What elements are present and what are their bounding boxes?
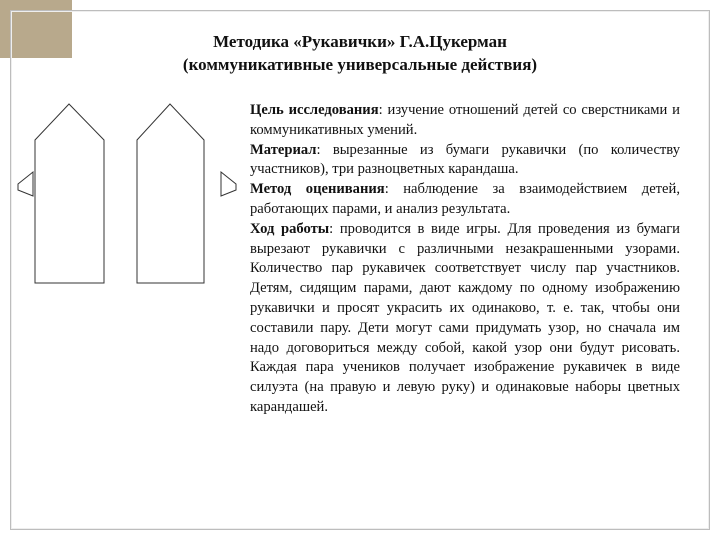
section-material-label: Материал [250,141,317,158]
section-material-text: : вырезанные из бумаги рукавички (по количеству участников), три разноцветных карандаша. [250,141,680,178]
section-goal [250,101,680,141]
right-mitten-thumb [221,172,236,196]
title-line-1: Методика «Рукавички» Г.А.Цукерман [213,32,507,51]
section-goal-text: : изучение отношений детей со сверстниками и коммуникативных умений. [250,102,680,138]
right-mitten-silhouette [137,104,204,283]
left-mitten-thumb [18,172,33,196]
title-line-2: (коммуникативные универсальные действия) [182,55,538,74]
left-mitten-silhouette [35,104,104,283]
section-procedure [250,220,680,418]
section-procedure-text: : проводится в виде игры. Для проведения из бумаги вырезают рукавички с различными незакрашенными узорами. Количество пар рукавичек соответствует числу пар участников. Детям, сидящим парами, дают каждому по одному изображению рукавички и просят украсить их одинаково, т. е. так, чтобы они составили пару. Дети могут сами придумать узор, но сначала им надо договориться между собой, какой узор они будут рисовать. Каждая пара учеников получает изображение рукавичек в виде силуэта (на правую и левую руку) и одинаковые наборы цветных карандашей. [250,220,680,415]
section-procedure-label: Ход работы [250,220,330,237]
method-description [250,101,680,418]
section-goal-label: Цель исследования [250,102,379,118]
section-evaluation-method [250,180,680,220]
section-material [250,141,680,181]
mitten-silhouettes-illustration [12,100,242,285]
section-evaluation-method-label: Метод оценивания [250,181,385,198]
page-title [120,30,600,76]
section-evaluation-method-text: : наблюдение за взаимодействием детей, работающих парами, и анализ результата. [250,181,680,217]
